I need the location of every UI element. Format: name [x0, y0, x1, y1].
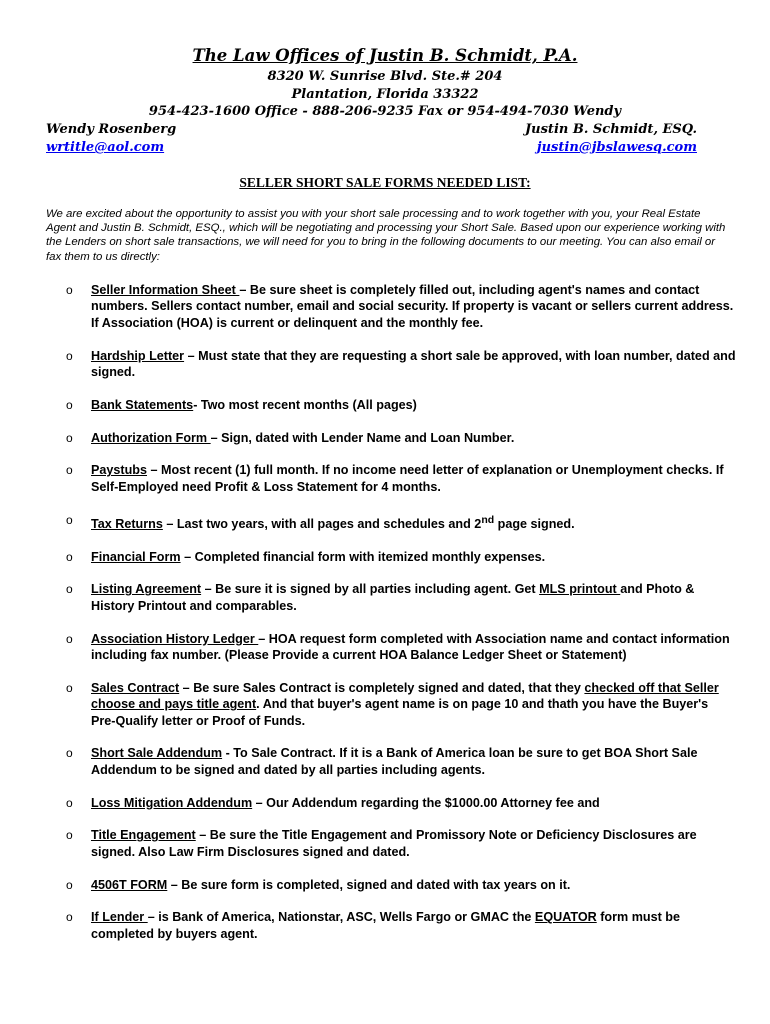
- item-title: Seller Information Sheet: [91, 283, 240, 297]
- bullet-icon: o: [66, 512, 73, 527]
- list-item: [66, 397, 736, 413]
- bullet-icon: o: [66, 680, 73, 695]
- item-title: Hardship Letter: [91, 348, 185, 363]
- left-contact-email-link[interactable]: wrtitle@aol.com: [46, 140, 165, 155]
- item-text: – Be sure Sales Contract is completely signed and dated, that they: [179, 680, 585, 695]
- item-title: Tax Returns: [91, 516, 163, 531]
- item-underlined-phrase: checked off that Seller choose and pays title agent: [91, 680, 719, 712]
- bullet-icon: o: [66, 549, 73, 564]
- item-underlined-phrase: MLS printout: [539, 582, 621, 597]
- item-text-continued: page signed.: [494, 516, 575, 531]
- item-title: Title Engagement: [91, 828, 196, 843]
- item-title: Loss Mitigation Addendum: [91, 795, 253, 810]
- item-text: – Be sure sheet is completely filled out, including agent's names and contact numbers. Sellers contact number, email and social security. If property is vacant or sellers current address. If Association (HOA) is current or delinquent and the monthly fee.: [91, 283, 734, 330]
- right-contact-email-link[interactable]: justin@jbslawesq.com: [536, 140, 697, 155]
- bullet-icon: o: [66, 283, 73, 297]
- bullet-icon: o: [66, 877, 73, 892]
- left-contact-name: Wendy Rosenberg: [46, 122, 177, 137]
- list-item: [66, 795, 736, 811]
- right-contact: [525, 121, 697, 157]
- item-text: – Most recent (1) full month. If no income need letter of explanation or Unemployment checks. If Self-Employed need Profit & Loss Statement for 4 months.: [91, 463, 724, 494]
- item-text: – Be sure it is signed by all parties including agent. Get: [201, 582, 540, 597]
- item-text: – is Bank of America, Nationstar, ASC, Wells Fargo or GMAC the: [147, 910, 535, 925]
- list-item: [66, 745, 736, 778]
- forms-list: [66, 282, 736, 959]
- item-text: – Be sure form is completed, signed and dated with tax years on it.: [167, 877, 571, 892]
- list-item: [66, 631, 736, 664]
- item-title: Financial Form: [91, 549, 181, 564]
- left-contact: [46, 121, 176, 157]
- firm-name: The Law Offices of Justin B. Schmidt, P.A.: [192, 46, 578, 65]
- item-title: If Lender: [91, 910, 148, 925]
- item-title: Listing Agreement: [91, 582, 202, 597]
- bullet-icon: o: [66, 463, 73, 478]
- bullet-icon: o: [66, 910, 73, 925]
- item-text: – Be sure the Title Engagement and Promissory Note or Deficiency Disclosures are signed. Also Law Firm Disclosures signed and dated.: [91, 828, 697, 859]
- list-item: [66, 282, 736, 331]
- list-item: [66, 549, 736, 565]
- item-title: Sales Contract: [91, 680, 180, 695]
- address-line-1: 8320 W. Sunrise Blvd. Ste.# 204: [267, 69, 503, 84]
- list-item: [66, 462, 736, 495]
- item-text: – Last two years, with all pages and schedules and 2: [162, 516, 482, 531]
- list-item: [66, 581, 736, 614]
- item-title: Short Sale Addendum: [91, 746, 223, 761]
- item-text: - Two most recent months (All pages): [193, 397, 417, 412]
- bullet-icon: o: [66, 582, 73, 597]
- item-title: Association History Ledger: [91, 631, 259, 646]
- right-contact-name: Justin B. Schmidt, ESQ.: [525, 122, 697, 137]
- item-text: – Must state that they are requesting a short sale be approved, with loan number, dated and signed.: [91, 348, 736, 380]
- list-item: [66, 348, 736, 381]
- item-title: Paystubs: [91, 463, 147, 478]
- item-text: - To Sale Contract. If it is a Bank of America loan be sure to get BOA Short Sale Addendum to be signed and dated by all parties including agents.: [91, 746, 698, 777]
- item-text: – Sign, dated with Lender Name and Loan Number.: [210, 430, 515, 445]
- list-item: [66, 877, 736, 893]
- bullet-icon: o: [66, 397, 73, 412]
- item-text-continued: . And that buyer's agent name is on page 10 and thath you have the Buyer's Pre-Qualify letter or Proof of Funds.: [91, 697, 709, 728]
- item-text: – Completed financial form with itemized monthly expenses.: [180, 549, 546, 564]
- item-title: 4506T FORM: [91, 877, 168, 892]
- phone-line: 954-423-1600 Office - 888-206-9235 Fax or 954-494-7030 Wendy: [148, 104, 622, 119]
- list-item: [66, 430, 736, 446]
- bullet-icon: o: [66, 746, 73, 761]
- item-underlined-phrase: EQUATOR: [534, 910, 597, 925]
- list-item: [66, 680, 736, 729]
- item-title: Authorization Form: [91, 430, 211, 445]
- list-item: [66, 909, 736, 942]
- bullet-icon: o: [66, 430, 73, 445]
- item-text-continued: form must be completed by buyers agent.: [91, 910, 681, 941]
- bullet-icon: o: [66, 348, 73, 363]
- address-line-2: Plantation, Florida 33322: [291, 87, 479, 102]
- bullet-icon: o: [66, 631, 73, 646]
- list-item: [66, 827, 736, 860]
- list-item: [66, 512, 736, 533]
- item-text: – Our Addendum regarding the $1000.00 Attorney fee and: [252, 795, 600, 810]
- item-title: Bank Statements: [91, 397, 194, 412]
- intro-paragraph: We are excited about the opportunity to assist you with your short sale processing and to work together with you, your Real Estate Agent and Justin B. Schmidt, ESQ., which will be negotiating and processing your Short Sale. Based upon our experience working with the Lenders on short sale transactions, we will need for you to bring in the following documents to our meeting. You can also email or fax them to us directly:: [46, 208, 726, 263]
- item-text: – HOA request form completed with Association name and contact information including fax number. (Please Provide a current HOA Balance Ledger Sheet or Statement): [91, 631, 730, 662]
- document-heading: SELLER SHORT SALE FORMS NEEDED LIST:: [239, 175, 531, 190]
- bullet-icon: o: [66, 828, 73, 843]
- item-text-continued: and Photo & History Printout and comparables.: [91, 582, 695, 613]
- bullet-icon: o: [66, 795, 73, 810]
- item-superscript: nd: [481, 513, 495, 526]
